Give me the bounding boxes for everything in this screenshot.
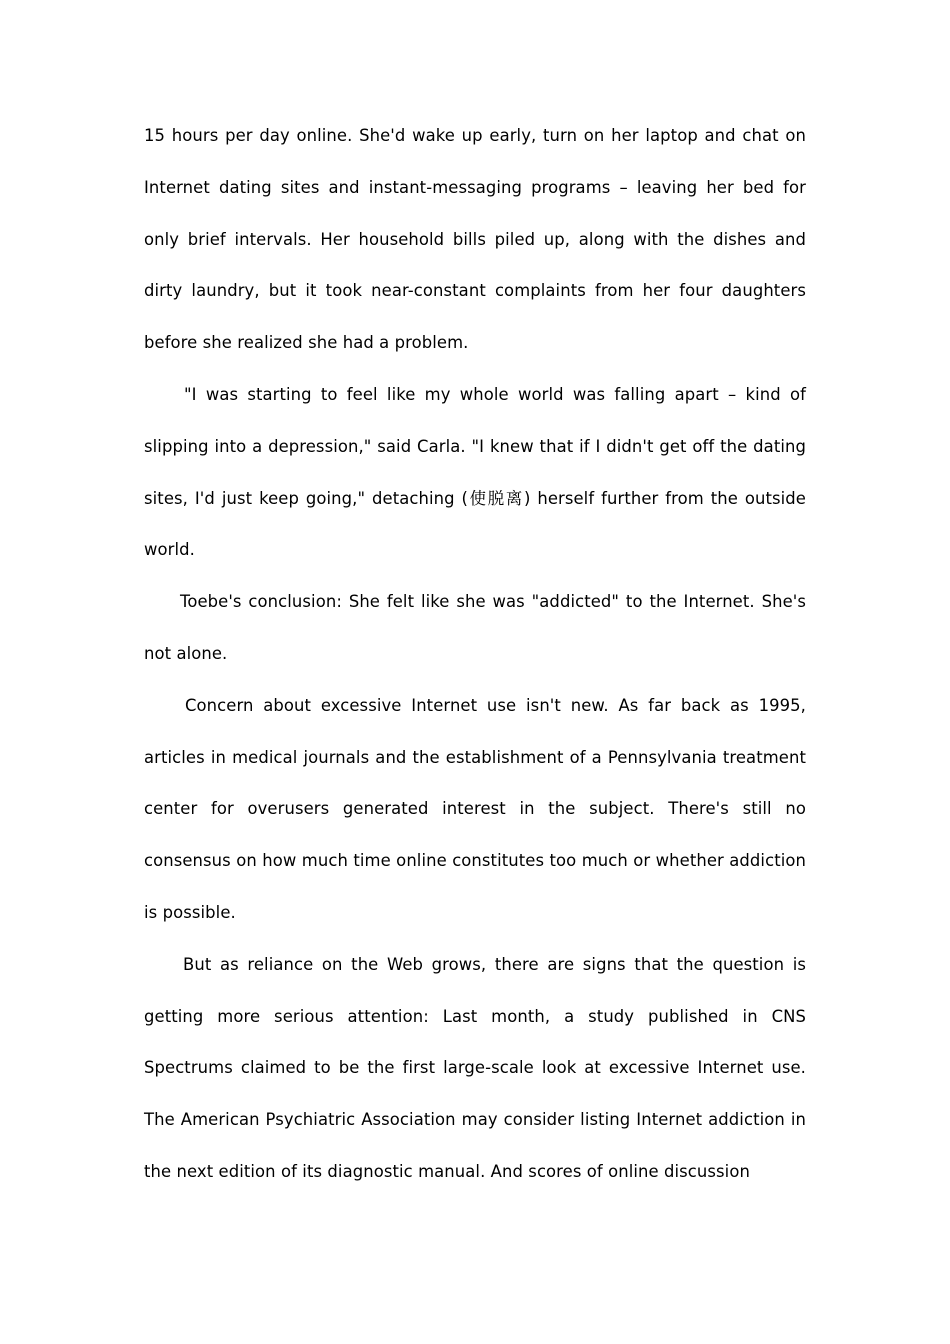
paragraph-2: "I was starting to feel like my whole world was falling apart – kind of slipping into a depression," said Carla. "I knew that if I didn't get off the dating sites, I'd just keep going," detaching (使脱离) herself further from the outside world. xyxy=(144,384,806,560)
paragraph-1: 15 hours per day online. She'd wake up early, turn on her laptop and chat on Internet dating sites and instant-messaging programs – leaving her bed for only brief intervals. Her household bills piled up, along with the dishes and dirty laundry, but it took near-constant complaints from her four daughters before she realized she had a problem. xyxy=(144,126,806,353)
paragraph-3: Toebe's conclusion: She felt like she was "addicted" to the Internet. She's not alone. xyxy=(144,592,806,663)
article-body xyxy=(144,110,806,1198)
paragraph-4: Concern about excessive Internet use isn't new. As far back as 1995, articles in medical journals and the establishment of a Pennsylvania treatment center for overusers generated interest in the subject. There's still no consensus on how much time online constitutes too much or whether addiction is possible. xyxy=(144,695,806,922)
paragraph-5: But as reliance on the Web grows, there are signs that the question is getting more serious attention: Last month, a study published in CNS Spectrums claimed to be the first large-scale look at excessive Internet use. The American Psychiatric Association may consider listing Internet addiction in the next edition of its diagnostic manual. And scores of online discussion xyxy=(144,954,806,1181)
